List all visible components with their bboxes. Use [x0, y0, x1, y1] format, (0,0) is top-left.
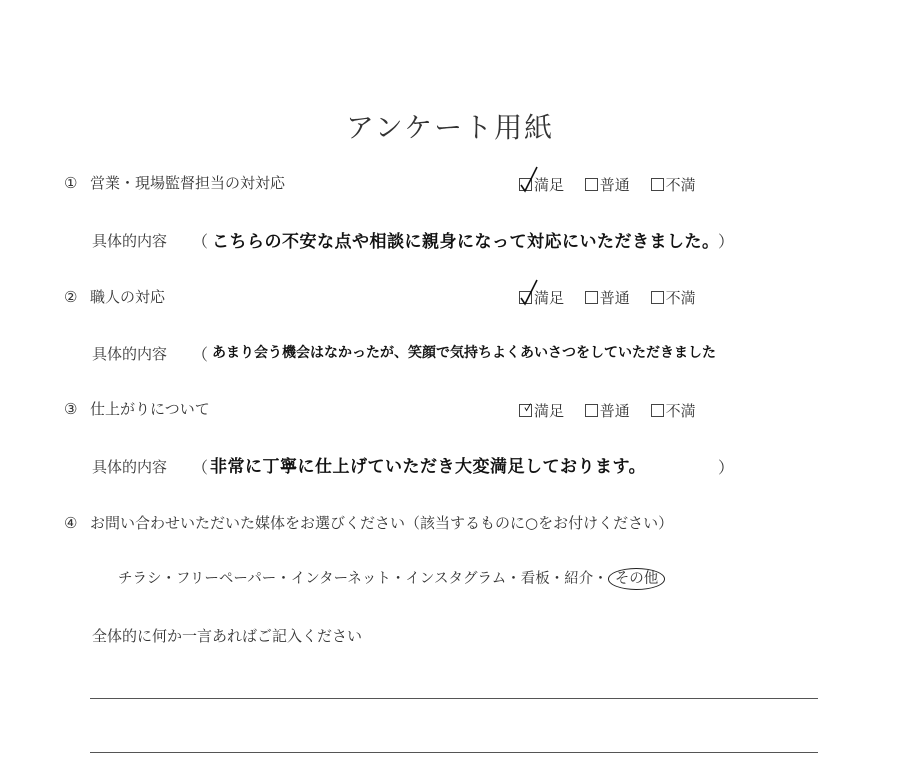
option-normal[interactable]: 普通	[585, 176, 630, 194]
detail-label: 具体的内容	[92, 232, 168, 250]
handwritten-answer-1: こちらの不安な点や相談に親身になって対応にいただきました。	[212, 232, 720, 252]
detail-label: 具体的内容	[92, 345, 168, 363]
question-number: ③	[64, 400, 78, 418]
question-number: ①	[64, 174, 78, 192]
question-text: 職人の対応	[90, 288, 166, 306]
handwritten-answer-3: 非常に丁寧に仕上げていただき大変満足しております。	[210, 457, 647, 477]
comment-line[interactable]	[90, 698, 818, 699]
handwritten-answer-2: あまり会う機会はなかったが、笑顔で気持ちよくあいさつをしていただきました	[212, 345, 716, 361]
paren-close: ）	[718, 232, 735, 251]
checkbox-checked[interactable]	[519, 291, 532, 304]
option-satisfied[interactable]: 満足	[519, 289, 564, 307]
option-satisfied[interactable]: 満足	[519, 176, 564, 194]
form-title: アンケート用紙	[345, 111, 555, 144]
question-text: お問い合わせいただいた媒体をお選びください（該当するものに○をお付けください）	[90, 514, 674, 532]
checkbox[interactable]	[585, 404, 598, 417]
checkbox[interactable]	[651, 178, 664, 191]
checkmark-icon	[519, 403, 541, 419]
question-2	[64, 286, 165, 307]
question-number: ④	[64, 514, 78, 532]
question-1	[64, 172, 285, 193]
comment-label: 全体的に何か一言あればご記入ください	[92, 627, 363, 645]
checkbox[interactable]	[651, 404, 664, 417]
checkbox-checked[interactable]	[519, 178, 532, 191]
paren-open: （	[192, 345, 209, 364]
checkbox[interactable]	[651, 291, 664, 304]
paren-open: （	[192, 232, 209, 251]
question-4	[64, 512, 673, 533]
rating-options-1	[519, 174, 712, 195]
checkmark-icon	[519, 278, 541, 306]
media-list: チラシ・フリーペーパー・インターネット・インスタグラム・看板・紹介・	[118, 571, 608, 587]
media-option-circled[interactable]: その他	[608, 568, 666, 590]
checkbox[interactable]	[585, 178, 598, 191]
option-normal[interactable]: 普通	[585, 289, 630, 307]
question-number: ②	[64, 288, 78, 306]
checkmark-icon	[519, 165, 541, 193]
detail-label: 具体的内容	[92, 458, 168, 476]
paren-close: ）	[718, 458, 735, 477]
option-dissatisfied[interactable]: 不満	[651, 176, 696, 194]
question-text: 仕上がりについて	[90, 400, 210, 418]
option-satisfied[interactable]: 満足	[519, 402, 564, 420]
rating-options-2	[519, 287, 712, 308]
paren-open: （	[192, 458, 209, 477]
media-options	[118, 567, 665, 588]
checkbox-checked[interactable]	[519, 404, 532, 417]
option-dissatisfied[interactable]: 不満	[651, 402, 696, 420]
option-normal[interactable]: 普通	[585, 402, 630, 420]
comment-line[interactable]	[90, 752, 818, 753]
option-dissatisfied[interactable]: 不満	[651, 289, 696, 307]
checkbox[interactable]	[585, 291, 598, 304]
question-text: 営業・現場監督担当の対対応	[90, 174, 286, 192]
question-3	[64, 398, 210, 419]
rating-options-3	[519, 400, 712, 421]
